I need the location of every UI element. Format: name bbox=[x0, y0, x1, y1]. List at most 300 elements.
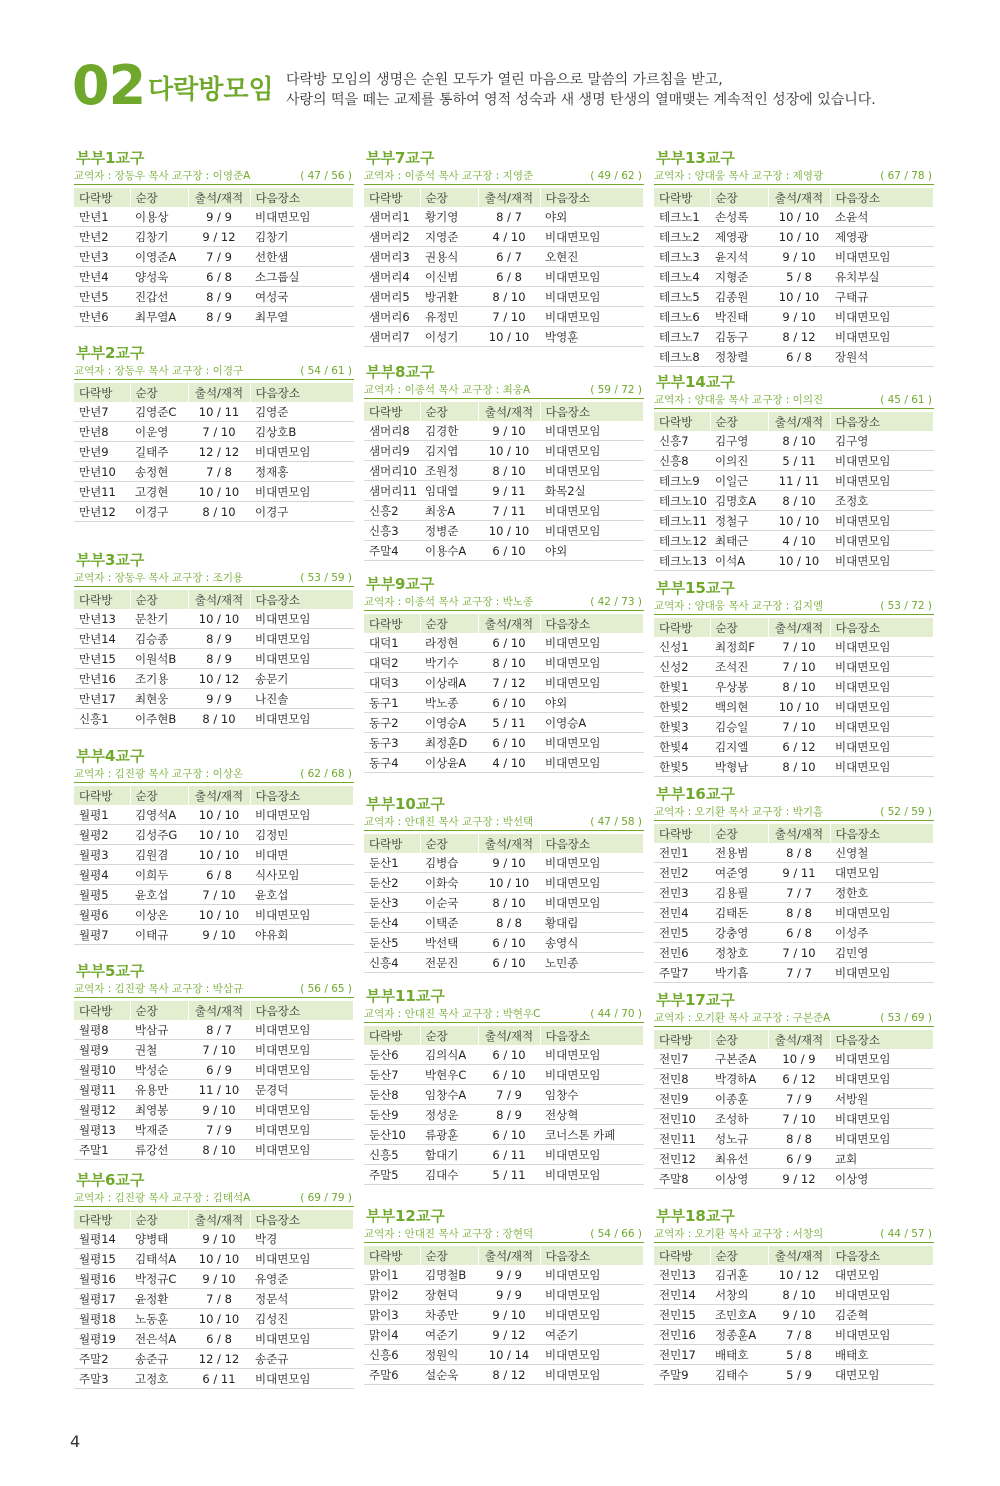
next-place: 비대면모임 bbox=[250, 805, 354, 825]
table-row bbox=[74, 287, 354, 307]
table-row bbox=[654, 1365, 934, 1385]
attendance-total: ( 59 / 72 ) bbox=[590, 384, 642, 396]
table-row bbox=[654, 491, 934, 511]
table-row bbox=[654, 717, 934, 737]
parish-info bbox=[74, 168, 354, 185]
table-row bbox=[654, 1285, 934, 1305]
table-row bbox=[74, 482, 354, 502]
table-row bbox=[654, 471, 934, 491]
attendance: 7 / 9 bbox=[188, 1120, 250, 1140]
next-place: 코너스톤 카페 bbox=[540, 1125, 644, 1145]
attendance: 8 / 9 bbox=[188, 307, 250, 327]
table-row bbox=[654, 347, 934, 367]
next-place: 비대면모임 bbox=[540, 633, 644, 653]
room-name: 주말4 bbox=[364, 541, 420, 561]
leader-name: 조기용 bbox=[130, 669, 188, 689]
room-name: 신흥8 bbox=[654, 451, 710, 471]
parish-title: 부부10교구 bbox=[366, 795, 445, 813]
attendance: 10 / 10 bbox=[768, 697, 830, 717]
table-row bbox=[364, 247, 644, 267]
room-name: 테크노6 bbox=[654, 307, 710, 327]
header-attendance: 출석/재적 bbox=[188, 1210, 250, 1229]
table-row bbox=[654, 531, 934, 551]
leader-name: 김병습 bbox=[420, 853, 478, 873]
attendance: 6 / 10 bbox=[478, 633, 540, 653]
table-row bbox=[654, 1049, 934, 1069]
header-attendance: 출석/재적 bbox=[478, 1026, 540, 1045]
table-row bbox=[654, 943, 934, 963]
room-name: 동구4 bbox=[364, 753, 420, 773]
parish-leaders: 교역자 : 이종석 목사 교구장 : 최웅A bbox=[364, 384, 531, 396]
leader-name: 박노종 bbox=[420, 693, 478, 713]
header-leader: 순장 bbox=[130, 590, 188, 609]
parish-title: 부부15교구 bbox=[656, 579, 735, 597]
leader-name: 박현우C bbox=[420, 1065, 478, 1085]
room-name: 신흥3 bbox=[364, 521, 420, 541]
leader-name: 정종훈A bbox=[710, 1325, 768, 1345]
next-place: 비대면모임 bbox=[830, 637, 934, 657]
table-row bbox=[654, 1345, 934, 1365]
attendance: 10 / 10 bbox=[188, 1249, 250, 1269]
parish-title: 부부12교구 bbox=[366, 1207, 445, 1225]
parish-title: 부부18교구 bbox=[656, 1207, 735, 1225]
room-name: 월평19 bbox=[74, 1329, 130, 1349]
leader-name: 진갑선 bbox=[130, 287, 188, 307]
attendance: 10 / 10 bbox=[188, 482, 250, 502]
header-next-place: 다음장소 bbox=[830, 412, 934, 431]
room-name: 테크노7 bbox=[654, 327, 710, 347]
table-row bbox=[74, 1140, 354, 1160]
parish-title: 부부17교구 bbox=[656, 991, 735, 1009]
table-row bbox=[74, 649, 354, 669]
table-row bbox=[74, 845, 354, 865]
attendance: 5 / 11 bbox=[478, 1165, 540, 1185]
attendance: 7 / 8 bbox=[768, 1325, 830, 1345]
parish-title: 부부7교구 bbox=[366, 149, 435, 167]
leader-name: 고정호 bbox=[130, 1369, 188, 1389]
next-place: 비대면모임 bbox=[540, 227, 644, 247]
parish-info bbox=[74, 570, 354, 587]
attendance-total: ( 47 / 58 ) bbox=[590, 816, 642, 828]
leader-name: 조성하 bbox=[710, 1109, 768, 1129]
header-leader: 순장 bbox=[130, 1001, 188, 1020]
group-table bbox=[654, 188, 934, 367]
next-place: 비대면모임 bbox=[830, 737, 934, 757]
table-row bbox=[654, 697, 934, 717]
table-header-row bbox=[654, 1030, 934, 1049]
table-row bbox=[654, 843, 934, 863]
attendance: 10 / 10 bbox=[768, 551, 830, 571]
leader-name: 최정훈D bbox=[420, 733, 478, 753]
room-name: 맑이1 bbox=[364, 1265, 420, 1285]
leader-name: 배태호 bbox=[710, 1345, 768, 1365]
leader-name: 김명철B bbox=[420, 1265, 478, 1285]
attendance: 8 / 7 bbox=[478, 207, 540, 227]
attendance: 8 / 10 bbox=[768, 491, 830, 511]
attendance: 7 / 10 bbox=[478, 307, 540, 327]
header-leader: 순장 bbox=[710, 412, 768, 431]
leader-name: 이운영 bbox=[130, 422, 188, 442]
next-place: 김준혁 bbox=[830, 1305, 934, 1325]
header-room: 다락방 bbox=[364, 1026, 420, 1045]
attendance: 6 / 8 bbox=[768, 347, 830, 367]
next-place: 비대면모임 bbox=[250, 1369, 354, 1389]
next-place: 비대면모임 bbox=[830, 677, 934, 697]
header-next-place: 다음장소 bbox=[250, 590, 354, 609]
leader-name: 권철 bbox=[130, 1040, 188, 1060]
leader-name: 김경한 bbox=[420, 421, 478, 441]
parish-leaders: 교역자 : 오기환 목사 교구장 : 서창의 bbox=[654, 1228, 824, 1240]
table-row bbox=[364, 421, 644, 441]
header-attendance: 출석/재적 bbox=[478, 1246, 540, 1265]
attendance: 10 / 10 bbox=[188, 1309, 250, 1329]
table-row bbox=[74, 1040, 354, 1060]
next-place: 비대면모임 bbox=[830, 1069, 934, 1089]
leader-name: 정병준 bbox=[420, 521, 478, 541]
room-name: 한빛3 bbox=[654, 717, 710, 737]
next-place: 박영훈 bbox=[540, 327, 644, 347]
leader-name: 황기영 bbox=[420, 207, 478, 227]
parish-group bbox=[364, 986, 644, 1185]
attendance-total: ( 56 / 65 ) bbox=[300, 983, 352, 995]
table-row bbox=[74, 1060, 354, 1080]
room-name: 전민2 bbox=[654, 863, 710, 883]
next-place: 야외 bbox=[540, 693, 644, 713]
header-room: 다락방 bbox=[364, 834, 420, 853]
room-name: 테크노4 bbox=[654, 267, 710, 287]
table-row bbox=[74, 885, 354, 905]
header-room: 다락방 bbox=[74, 1001, 130, 1020]
next-place: 오현진 bbox=[540, 247, 644, 267]
table-row bbox=[364, 673, 644, 693]
room-name: 테크노8 bbox=[654, 347, 710, 367]
attendance: 10 / 10 bbox=[188, 905, 250, 925]
next-place: 비대면모임 bbox=[250, 207, 354, 227]
next-place: 정문석 bbox=[250, 1289, 354, 1309]
leader-name: 김태돈 bbox=[710, 903, 768, 923]
next-place: 장원석 bbox=[830, 347, 934, 367]
attendance: 7 / 11 bbox=[478, 501, 540, 521]
parish-group bbox=[74, 550, 354, 729]
room-name: 테크노5 bbox=[654, 287, 710, 307]
header-room: 다락방 bbox=[74, 590, 130, 609]
next-place: 비대면모임 bbox=[540, 1365, 644, 1385]
header-next-place: 다음장소 bbox=[830, 1030, 934, 1049]
group-table bbox=[74, 1001, 354, 1160]
table-row bbox=[364, 207, 644, 227]
next-place: 비대면모임 bbox=[250, 1249, 354, 1269]
header-room: 다락방 bbox=[74, 383, 130, 402]
table-row bbox=[74, 207, 354, 227]
parish-leaders: 교역자 : 안대진 목사 교구장 : 박현우C bbox=[364, 1008, 541, 1020]
table-row bbox=[654, 903, 934, 923]
header-room: 다락방 bbox=[654, 618, 710, 637]
leader-name: 김의식A bbox=[420, 1045, 478, 1065]
table-row bbox=[364, 307, 644, 327]
next-place: 비대면모임 bbox=[540, 733, 644, 753]
parish-info bbox=[654, 1010, 934, 1027]
next-place: 비대면모임 bbox=[830, 717, 934, 737]
attendance-total: ( 62 / 68 ) bbox=[300, 768, 352, 780]
group-table bbox=[74, 188, 354, 327]
table-header-row bbox=[364, 1026, 644, 1045]
next-place: 구태규 bbox=[830, 287, 934, 307]
header-next-place: 다음장소 bbox=[830, 1246, 934, 1265]
next-place: 비대면모임 bbox=[830, 757, 934, 777]
table-header-row bbox=[364, 614, 644, 633]
room-name: 신흥2 bbox=[364, 501, 420, 521]
attendance: 7 / 8 bbox=[188, 462, 250, 482]
room-name: 신성1 bbox=[654, 637, 710, 657]
leader-name: 고경현 bbox=[130, 482, 188, 502]
header-next-place: 다음장소 bbox=[540, 1026, 644, 1045]
next-place: 박경 bbox=[250, 1229, 354, 1249]
next-place: 여성국 bbox=[250, 287, 354, 307]
leader-name: 문찬기 bbox=[130, 609, 188, 629]
attendance: 7 / 7 bbox=[768, 883, 830, 903]
next-place: 소그룹실 bbox=[250, 267, 354, 287]
room-name: 둔산10 bbox=[364, 1125, 420, 1145]
next-place: 비대면모임 bbox=[250, 1140, 354, 1160]
table-row bbox=[364, 541, 644, 561]
attendance: 9 / 10 bbox=[478, 421, 540, 441]
next-place: 비대면모임 bbox=[540, 1345, 644, 1365]
table-row bbox=[654, 451, 934, 471]
room-name: 샘머리11 bbox=[364, 481, 420, 501]
leader-name: 김영석A bbox=[130, 805, 188, 825]
leader-name: 제영광 bbox=[710, 227, 768, 247]
next-place: 교회 bbox=[830, 1149, 934, 1169]
attendance: 6 / 7 bbox=[478, 247, 540, 267]
attendance: 8 / 12 bbox=[768, 327, 830, 347]
leader-name: 최현웅 bbox=[130, 689, 188, 709]
table-row bbox=[74, 267, 354, 287]
group-table bbox=[364, 834, 644, 973]
room-name: 테크노1 bbox=[654, 207, 710, 227]
attendance: 9 / 10 bbox=[478, 1305, 540, 1325]
table-row bbox=[654, 737, 934, 757]
next-place: 대면모임 bbox=[830, 1265, 934, 1285]
attendance: 6 / 10 bbox=[478, 693, 540, 713]
room-name: 신성2 bbox=[654, 657, 710, 677]
room-name: 둔산5 bbox=[364, 933, 420, 953]
room-name: 만년6 bbox=[74, 307, 130, 327]
table-header-row bbox=[654, 1246, 934, 1265]
leader-name: 우상봉 bbox=[710, 677, 768, 697]
leader-name: 길태주 bbox=[130, 442, 188, 462]
attendance: 8 / 8 bbox=[768, 903, 830, 923]
attendance: 5 / 11 bbox=[768, 451, 830, 471]
room-name: 한빛4 bbox=[654, 737, 710, 757]
room-name: 만년2 bbox=[74, 227, 130, 247]
attendance: 8 / 10 bbox=[478, 893, 540, 913]
room-name: 전민9 bbox=[654, 1089, 710, 1109]
room-name: 주말2 bbox=[74, 1349, 130, 1369]
attendance: 7 / 10 bbox=[188, 422, 250, 442]
attendance: 8 / 10 bbox=[478, 653, 540, 673]
group-table bbox=[74, 786, 354, 945]
attendance: 9 / 10 bbox=[478, 853, 540, 873]
table-row bbox=[74, 247, 354, 267]
group-table bbox=[74, 1210, 354, 1389]
parish-info bbox=[364, 1006, 644, 1023]
table-row bbox=[364, 1125, 644, 1145]
room-name: 신흥1 bbox=[74, 709, 130, 729]
header-leader: 순장 bbox=[420, 834, 478, 853]
parish-title: 부부16교구 bbox=[656, 785, 735, 803]
leader-name: 정창렬 bbox=[710, 347, 768, 367]
header-leader: 순장 bbox=[420, 188, 478, 207]
leader-name: 박성순 bbox=[130, 1060, 188, 1080]
next-place: 비대면 bbox=[250, 845, 354, 865]
room-name: 월평5 bbox=[74, 885, 130, 905]
room-name: 만년1 bbox=[74, 207, 130, 227]
room-name: 만년4 bbox=[74, 267, 130, 287]
leader-name: 김명호A bbox=[710, 491, 768, 511]
table-row bbox=[364, 1045, 644, 1065]
leader-name: 이상윤A bbox=[420, 753, 478, 773]
table-row bbox=[364, 521, 644, 541]
table-row bbox=[74, 1269, 354, 1289]
next-place: 유치부실 bbox=[830, 267, 934, 287]
room-name: 월평6 bbox=[74, 905, 130, 925]
attendance: 9 / 9 bbox=[478, 1285, 540, 1305]
room-name: 만년16 bbox=[74, 669, 130, 689]
room-name: 전민13 bbox=[654, 1265, 710, 1285]
room-name: 둔산9 bbox=[364, 1105, 420, 1125]
leader-name: 여준영 bbox=[710, 863, 768, 883]
leader-name: 김원겸 bbox=[130, 845, 188, 865]
table-row bbox=[74, 709, 354, 729]
table-row bbox=[654, 511, 934, 531]
parish-title: 부부9교구 bbox=[366, 575, 435, 593]
attendance: 9 / 12 bbox=[768, 1169, 830, 1189]
page-header bbox=[72, 54, 972, 122]
attendance: 7 / 9 bbox=[478, 1085, 540, 1105]
next-place: 비대면모임 bbox=[540, 893, 644, 913]
leader-name: 이석A bbox=[710, 551, 768, 571]
header-next-place: 다음장소 bbox=[250, 383, 354, 402]
next-place: 비대면모임 bbox=[540, 441, 644, 461]
table-row bbox=[74, 227, 354, 247]
table-header-row bbox=[654, 188, 934, 207]
room-name: 둔산6 bbox=[364, 1045, 420, 1065]
table-header-row bbox=[654, 618, 934, 637]
room-name: 샘머리7 bbox=[364, 327, 420, 347]
room-name: 월평9 bbox=[74, 1040, 130, 1060]
parish-info bbox=[654, 168, 934, 185]
next-place: 비대면모임 bbox=[830, 327, 934, 347]
group-table bbox=[654, 1030, 934, 1189]
room-name: 만년11 bbox=[74, 482, 130, 502]
leader-name: 박재준 bbox=[130, 1120, 188, 1140]
header-attendance: 출석/재적 bbox=[768, 1246, 830, 1265]
next-place: 비대면모임 bbox=[540, 1165, 644, 1185]
leader-name: 전문진 bbox=[420, 953, 478, 973]
next-place: 비대면모임 bbox=[830, 531, 934, 551]
attendance: 12 / 12 bbox=[188, 442, 250, 462]
header-leader: 순장 bbox=[420, 1246, 478, 1265]
attendance: 6 / 10 bbox=[478, 1125, 540, 1145]
attendance: 6 / 10 bbox=[478, 1045, 540, 1065]
leader-name: 이신범 bbox=[420, 267, 478, 287]
table-header-row bbox=[654, 824, 934, 843]
table-row bbox=[364, 227, 644, 247]
table-row bbox=[364, 953, 644, 973]
table-row bbox=[654, 267, 934, 287]
parish-title: 부부6교구 bbox=[76, 1171, 145, 1189]
parish-group bbox=[654, 1206, 934, 1385]
attendance: 7 / 10 bbox=[188, 885, 250, 905]
next-place: 비대면모임 bbox=[540, 653, 644, 673]
group-table bbox=[654, 824, 934, 983]
table-row bbox=[74, 402, 354, 422]
next-place: 윤호섭 bbox=[250, 885, 354, 905]
header-room: 다락방 bbox=[74, 1210, 130, 1229]
leader-name: 김태수 bbox=[710, 1365, 768, 1385]
parish-group bbox=[364, 148, 644, 347]
next-place: 비대면모임 bbox=[540, 307, 644, 327]
group-table bbox=[74, 383, 354, 522]
group-table bbox=[74, 590, 354, 729]
leader-name: 류강선 bbox=[130, 1140, 188, 1160]
next-place: 비대면모임 bbox=[250, 1120, 354, 1140]
table-row bbox=[654, 1265, 934, 1285]
attendance: 10 / 10 bbox=[478, 873, 540, 893]
leader-name: 김승종 bbox=[130, 629, 188, 649]
room-name: 둔산8 bbox=[364, 1085, 420, 1105]
parish-leaders: 교역자 : 이종석 목사 교구장 : 지영준 bbox=[364, 170, 534, 182]
room-name: 둔산1 bbox=[364, 853, 420, 873]
room-name: 전민16 bbox=[654, 1325, 710, 1345]
header-leader: 순장 bbox=[420, 402, 478, 421]
leader-name: 조민호A bbox=[710, 1305, 768, 1325]
attendance: 8 / 10 bbox=[478, 461, 540, 481]
parish-leaders: 교역자 : 양대웅 목사 교구장 : 김지엘 bbox=[654, 600, 824, 612]
leader-name: 임창수A bbox=[420, 1085, 478, 1105]
room-name: 만년14 bbox=[74, 629, 130, 649]
next-place: 나진솔 bbox=[250, 689, 354, 709]
next-place: 조정호 bbox=[830, 491, 934, 511]
leader-name: 서창의 bbox=[710, 1285, 768, 1305]
leader-name: 최태근 bbox=[710, 531, 768, 551]
table-row bbox=[654, 637, 934, 657]
room-name: 주말7 bbox=[654, 963, 710, 983]
parish-group bbox=[654, 990, 934, 1189]
table-row bbox=[654, 207, 934, 227]
attendance: 5 / 8 bbox=[768, 1345, 830, 1365]
leader-name: 윤정환 bbox=[130, 1289, 188, 1309]
leader-name: 이종훈 bbox=[710, 1089, 768, 1109]
header-room: 다락방 bbox=[74, 786, 130, 805]
room-name: 월평1 bbox=[74, 805, 130, 825]
group-table bbox=[364, 402, 644, 561]
header-next-place: 다음장소 bbox=[540, 614, 644, 633]
attendance: 10 / 10 bbox=[188, 805, 250, 825]
leader-name: 최유선 bbox=[710, 1149, 768, 1169]
next-place: 송문기 bbox=[250, 669, 354, 689]
room-name: 테크노13 bbox=[654, 551, 710, 571]
next-place: 비대면모임 bbox=[250, 1020, 354, 1040]
attendance: 5 / 11 bbox=[478, 713, 540, 733]
leader-name: 김대수 bbox=[420, 1165, 478, 1185]
next-place: 식사모임 bbox=[250, 865, 354, 885]
parish-group bbox=[654, 372, 934, 571]
next-place: 김상호B bbox=[250, 422, 354, 442]
table-row bbox=[74, 1120, 354, 1140]
table-row bbox=[654, 551, 934, 571]
leader-name: 방귀환 bbox=[420, 287, 478, 307]
